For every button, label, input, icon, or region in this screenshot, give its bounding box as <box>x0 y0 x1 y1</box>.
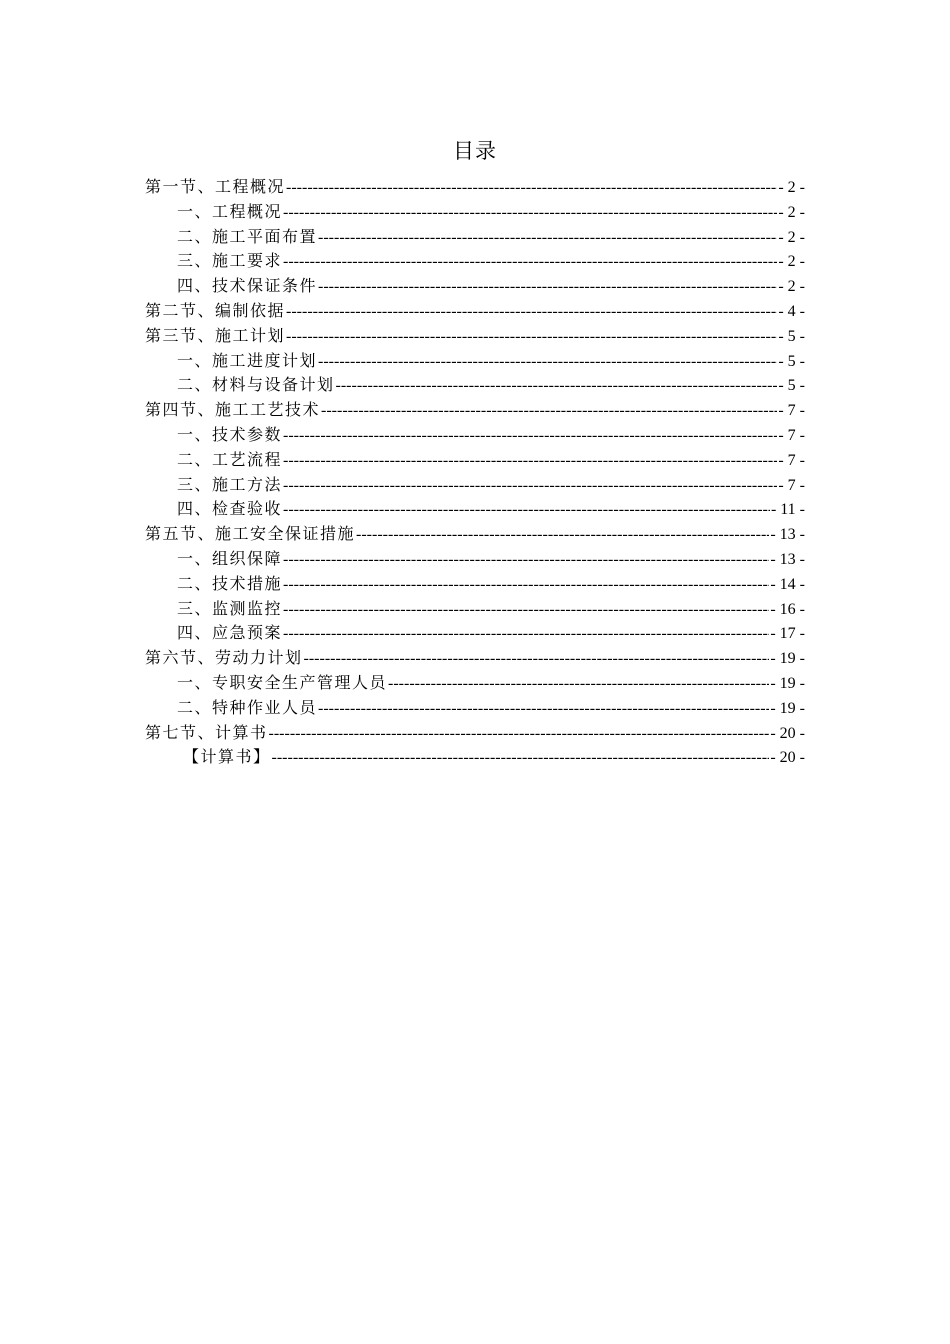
toc-dot-leader <box>283 449 777 473</box>
toc-dot-leader <box>283 622 769 646</box>
toc-entry-label: 四、应急预案 <box>177 623 283 643</box>
toc-entry[interactable] <box>145 225 805 250</box>
toc-dot-leader <box>269 722 770 746</box>
toc-entry[interactable] <box>145 497 805 522</box>
toc-dot-leader <box>286 300 777 324</box>
toc-entry-label: 第一节、工程概况 <box>145 177 286 196</box>
toc-entry-page-number: - 11 - <box>770 501 805 519</box>
toc-entry-label: 四、检查验收 <box>177 499 283 519</box>
toc-entry-page-number: - 20 - <box>770 724 805 742</box>
toc-dot-leader <box>356 523 769 547</box>
toc-entry[interactable] <box>145 324 805 349</box>
toc-dot-leader <box>286 176 777 200</box>
toc-entry[interactable] <box>145 299 805 324</box>
toc-entry-page-number: - 2 - <box>778 203 805 221</box>
toc-title: 目录 <box>453 139 497 163</box>
toc-entry-page-number: - 14 - <box>770 575 805 593</box>
toc-entry-page-number: - 2 - <box>778 228 805 246</box>
toc-entry-page-number: - 20 - <box>770 749 805 767</box>
toc-entry[interactable] <box>145 175 805 200</box>
toc-entry-label: 第七节、计算书 <box>145 722 268 742</box>
toc-entry-label: 第五节、施工安全保证措施 <box>145 524 356 544</box>
toc-entry-label: 二、技术措施 <box>177 573 283 593</box>
toc-entry[interactable] <box>145 200 805 225</box>
toc-dot-leader <box>283 498 770 522</box>
toc-entry[interactable] <box>145 448 805 473</box>
toc-entry[interactable] <box>145 597 805 622</box>
toc-dot-leader <box>388 672 769 696</box>
toc-dot-leader <box>283 250 777 274</box>
toc-entry[interactable] <box>145 696 805 721</box>
toc-entry-label: 一、技术参数 <box>177 424 283 444</box>
toc-entry-label: 二、施工平面布置 <box>177 226 318 246</box>
toc-dot-leader <box>283 548 769 572</box>
toc-entry-page-number: - 13 - <box>770 526 805 544</box>
toc-entry-page-number: - 16 - <box>770 600 805 618</box>
toc-dot-leader <box>283 424 777 448</box>
toc-dot-leader <box>283 474 777 498</box>
toc-entry-page-number: - 13 - <box>770 550 805 568</box>
toc-entry[interactable] <box>145 423 805 448</box>
toc-entry[interactable] <box>145 473 805 498</box>
toc-dot-leader <box>318 275 777 299</box>
toc-entry-label: 三、监测监控 <box>177 598 283 618</box>
toc-entry[interactable] <box>145 249 805 274</box>
toc-entry-label: 二、特种作业人员 <box>177 697 318 717</box>
toc-entry[interactable] <box>145 349 805 374</box>
toc-entry[interactable] <box>145 398 805 423</box>
toc-entry-page-number: - 19 - <box>770 674 805 692</box>
toc-entry-page-number: - 19 - <box>770 650 805 668</box>
toc-entry-page-number: - 4 - <box>778 302 805 320</box>
toc-entry-page-number: - 5 - <box>778 327 805 345</box>
toc-entry-label: 一、施工进度计划 <box>177 350 318 370</box>
toc-entry[interactable] <box>145 721 805 746</box>
toc-dot-leader <box>318 350 777 374</box>
toc-entry[interactable] <box>145 572 805 597</box>
toc-entry-label: 一、组织保障 <box>177 548 283 568</box>
toc-dot-leader <box>318 226 777 250</box>
toc-entry[interactable] <box>145 621 805 646</box>
toc-entry[interactable] <box>145 522 805 547</box>
toc-list <box>145 175 805 770</box>
toc-entry-label: 二、工艺流程 <box>177 449 283 469</box>
toc-entry-page-number: - 2 - <box>778 253 805 271</box>
toc-entry-label: 四、技术保证条件 <box>177 276 318 296</box>
toc-entry-page-number: - 7 - <box>778 451 805 469</box>
toc-entry-page-number: - 7 - <box>778 402 805 420</box>
toc-entry[interactable] <box>145 274 805 299</box>
toc-entry-label: 第四节、施工工艺技术 <box>145 400 321 420</box>
toc-dot-leader <box>283 201 777 225</box>
toc-entry-page-number: - 19 - <box>770 699 805 717</box>
toc-entry-page-number: - 2 - <box>778 179 805 196</box>
toc-dot-leader <box>283 598 769 622</box>
toc-entry-page-number: - 17 - <box>770 625 805 643</box>
toc-dot-leader <box>336 374 778 398</box>
toc-entry-label: 第六节、劳动力计划 <box>145 648 303 668</box>
toc-entry-page-number: - 5 - <box>778 377 805 395</box>
toc-entry-page-number: - 5 - <box>778 352 805 370</box>
toc-entry[interactable] <box>145 646 805 671</box>
toc-entry[interactable] <box>145 671 805 696</box>
toc-entry[interactable] <box>145 373 805 398</box>
toc-entry-label: 二、材料与设备计划 <box>177 375 335 395</box>
toc-entry-page-number: - 7 - <box>778 476 805 494</box>
toc-entry-label: 一、专职安全生产管理人员 <box>177 672 388 692</box>
toc-dot-leader <box>286 325 777 349</box>
toc-dot-leader <box>318 697 769 721</box>
toc-entry-page-number: - 7 - <box>778 426 805 444</box>
toc-entry-label: 三、施工方法 <box>177 474 283 494</box>
toc-entry[interactable] <box>145 745 805 770</box>
toc-entry-label: 第三节、施工计划 <box>145 325 286 345</box>
toc-entry[interactable] <box>145 547 805 572</box>
toc-entry-label: 【计算书】 <box>183 747 271 767</box>
toc-dot-leader <box>321 399 777 423</box>
toc-entry-label: 第二节、编制依据 <box>145 300 286 320</box>
toc-entry-label: 三、施工要求 <box>177 251 283 271</box>
toc-dot-leader <box>272 746 770 770</box>
toc-entry-label: 一、工程概况 <box>177 201 283 221</box>
toc-entry-page-number: - 2 - <box>778 278 805 296</box>
toc-dot-leader <box>283 573 769 597</box>
toc-dot-leader <box>304 647 770 671</box>
